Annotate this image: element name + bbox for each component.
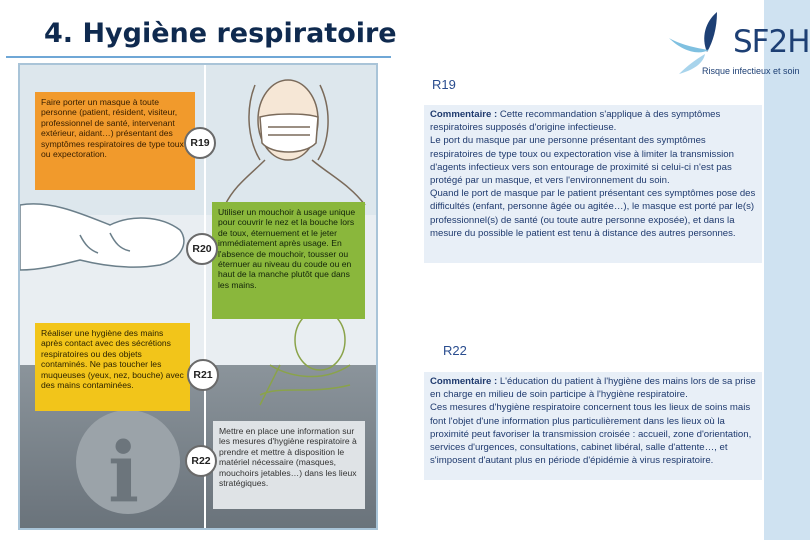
- title-underline: [6, 56, 391, 58]
- r19-comment: [424, 105, 762, 263]
- badge-r22: R22: [185, 445, 217, 477]
- logo-brand: SF2H: [733, 24, 810, 60]
- r22-comment-text-2: Ces mesures d'hygiène respiratoire concernent tous les lieux de soins mais font l'objet d'une information plus particulièrement dans les lieux où la proximité peut favoriser la transmission croisée : accueil, zone d'orientation, services d'urgences, consultations, cabinet libéral, salle d'attente…, et s'imposent d'autant plus en période d'épidémie à virus respiratoire.: [430, 402, 752, 467]
- r22-comment-lead: Commentaire :: [430, 376, 498, 387]
- badge-r20: R20: [186, 233, 218, 265]
- r19-label: R19: [432, 77, 456, 92]
- poster-r21-text: Réaliser une hygiène des mains après contact avec des sécrétions respiratoires ou des objets contaminés. Ne pas toucher les muqueuses (yeux, nez, bouche) avec des mains contaminées.: [35, 323, 190, 411]
- r19-comment-text-1: Cette recommandation s'applique à des symptômes respiratoires supposés d'origine infectieuse.: [430, 109, 721, 134]
- poster-r20-text: Utiliser un mouchoir à usage unique pour couvrir le nez et la bouche lors de toux, éternuement et le jeter immédiatement après usage. En l'absence de mouchoir, tousser ou éternuer au niveau du coude ou en haut de la manche plutôt que dans les mains.: [212, 202, 365, 319]
- r22-label: R22: [443, 343, 467, 358]
- elbow-cough-illustration: [260, 310, 350, 405]
- masked-woman-illustration: [225, 80, 365, 205]
- poster-r19-text: Faire porter un masque à toute personne (patient, résident, visiteur, professionnel de santé, intervenant extérieur, aidant…) présentant des symptômes respiratoires de type toux ou expectoration.: [35, 92, 195, 190]
- recommendation-poster: [18, 63, 378, 530]
- badge-r21: R21: [187, 359, 219, 391]
- info-icon: i: [108, 425, 140, 521]
- logo-subtitle: Risque infectieux et soin: [702, 66, 800, 76]
- r22-comment: [424, 372, 762, 480]
- r19-comment-text-2: Le port du masque par une personne présentant des symptômes respiratoires de type toux ou expectoration vise à limiter la transmission d'agents infectieux vers son entourage de proximité si celui-ci n'est pas protégé par un masque, et vers l'environnement du soin.: [430, 135, 734, 187]
- poster-r22-text: Mettre en place une information sur les mesures d'hygiène respiratoire à prendre et mettre à disposition le matériel nécessaire (masques, mouchoirs jetables…) dans les lieux stratégiques.: [213, 421, 365, 509]
- badge-r19: R19: [184, 127, 216, 159]
- r19-comment-text-3: Quand le port de masque par le patient présentant ces symptômes pose des difficultés (enfant, personne âgée ou agitée…), le masque est porté par le(s) professionnel(s) de santé (ou toute autre personne exposée), et dans la mesure du possible le patient est tenu à distance des autres personnes.: [430, 188, 756, 239]
- r22-comment-text-1: L'éducation du patient à l'hygiène des mains lors de sa prise en charge en milieu de soin participe à l'hygiène respiratoire.: [430, 376, 756, 401]
- r19-comment-lead: Commentaire :: [430, 109, 498, 120]
- hand-tissue-illustration: [20, 204, 184, 270]
- slide-title: 4. Hygiène respiratoire: [44, 18, 397, 49]
